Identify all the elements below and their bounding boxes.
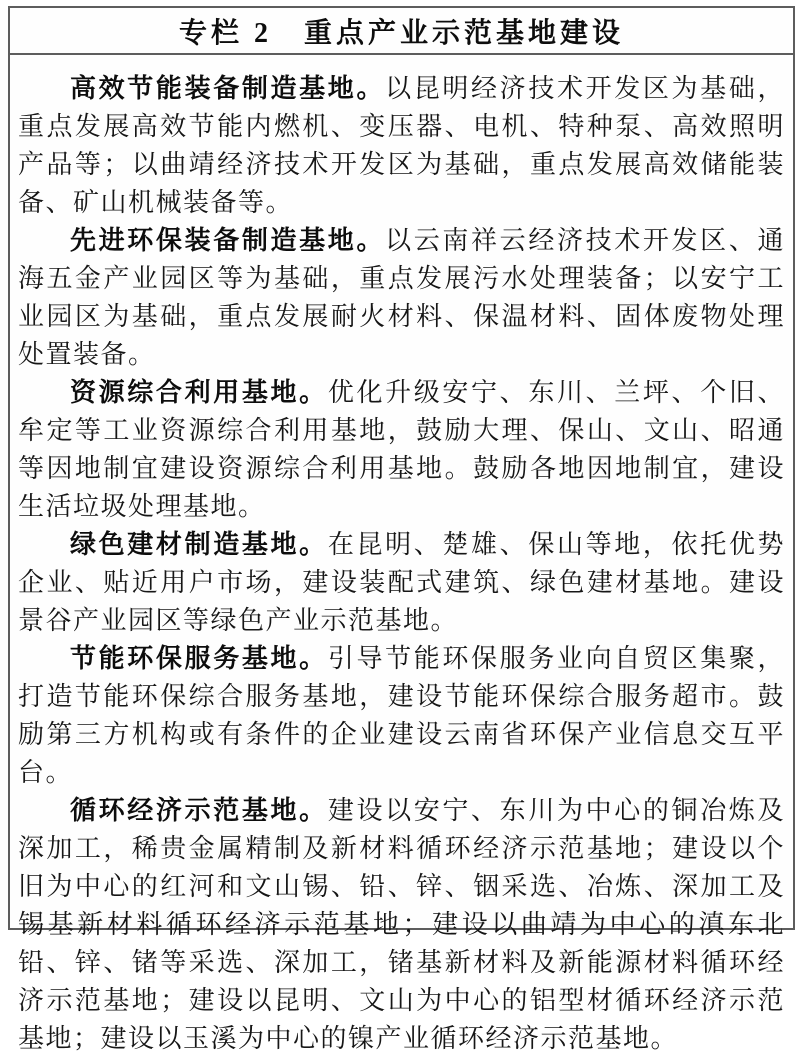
paragraph-text: 引导节能环保服务业向自贸区集聚，打造节能环保综合服务基地，建设节能环保综合服务超市。鼓励第三方机构或有条件的企业建设云南省环保产业信息交互平台。 [18, 644, 785, 787]
paragraph-lead: 循环经济示范基地。 [70, 796, 328, 825]
paragraph-service-base [18, 640, 785, 792]
callout-title: 专栏 2 重点产业示范基地建设 [178, 17, 624, 49]
paragraph-energy-saving-equipment [18, 70, 785, 222]
callout-body [10, 55, 793, 1058]
paragraph-text: 优化升级安宁、东川、兰坪、个旧、牟定等工业资源综合利用基地，鼓励大理、保山、文山、昭通等因地制宜建设资源综合利用基地。鼓励各地因地制宜，建设生活垃圾处理基地。 [18, 378, 785, 521]
paragraph-text: 以云南祥云经济技术开发区、通海五金产业园区等为基础，重点发展污水处理装备；以安宁工业园区为基础，重点发展耐火材料、保温材料、固体废物处理处置装备。 [18, 226, 785, 369]
paragraph-lead: 高效节能装备制造基地。 [70, 74, 386, 103]
paragraph-environmental-equipment [18, 222, 785, 374]
paragraph-resource-utilization [18, 374, 785, 526]
paragraph-green-building-materials [18, 526, 785, 640]
callout-header [10, 8, 793, 55]
paragraph-lead: 资源综合利用基地。 [70, 378, 328, 407]
paragraph-lead: 先进环保装备制造基地。 [70, 226, 386, 255]
paragraph-lead: 绿色建材制造基地。 [70, 530, 328, 559]
paragraph-lead: 节能环保服务基地。 [70, 644, 328, 673]
paragraph-text: 建设以安宁、东川为中心的铜冶炼及深加工，稀贵金属精制及新材料循环经济示范基地；建设以个旧为中心的红河和文山锡、铅、锌、铟采选、冶炼、深加工及锡基新材料循环经济示范基地；建设以曲靖为中心的滇东北铅、锌、锗等采选、深加工，锗基新材料及新能源材料循环经济示范基地；建设以昆明、文山为中心的铝型材循环经济示范基地；建设以玉溪为中心的镍产业循环经济示范基地。 [18, 796, 785, 1053]
paragraph-text: 以昆明经济技术开发区为基础，重点发展高效节能内燃机、变压器、电机、特种泵、高效照明产品等；以曲靖经济技术开发区为基础，重点发展高效储能装备、矿山机械装备等。 [18, 74, 785, 217]
paragraph-text: 在昆明、楚雄、保山等地，依托优势企业、贴近用户市场，建设装配式建筑、绿色建材基地。建设景谷产业园区等绿色产业示范基地。 [18, 530, 785, 635]
paragraph-circular-economy [18, 792, 785, 1058]
callout-box [8, 6, 795, 1053]
